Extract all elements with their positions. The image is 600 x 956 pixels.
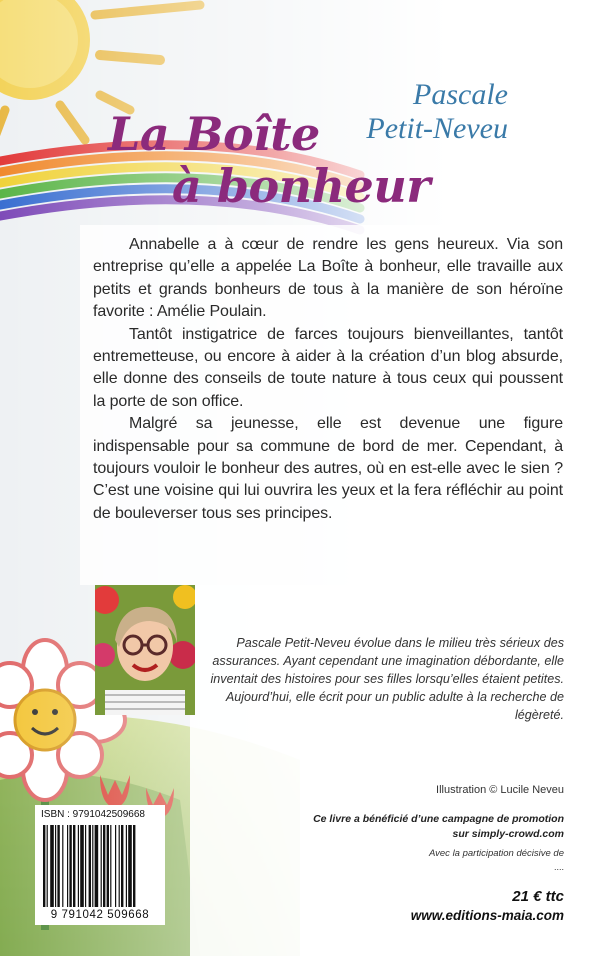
ean-digits: 9 791042 509668	[50, 909, 150, 921]
promo-line-1: Ce livre a bénéficié d’une campagne de promotion	[313, 813, 564, 825]
barcode-bar	[78, 825, 79, 907]
barcode-bar	[62, 825, 63, 907]
summary-paragraph: Malgré sa jeunesse, elle est devenue une figure indispensable pour sa commune de bord de mer. Cependant, à toujours vouloir le bonheur des autres, où en est-elle avec le sien ? C’est une voisine qui lui ouvrira les yeux et la fera réfléchir au point de bouleverser tous ses principes.	[93, 415, 563, 522]
summary-paragraph: Tantôt instigatrice de farces toujours bienveillantes, tantôt entremetteuse, ou encore à aider à la création d’un blog absurde, elle donne des conseils de toute nature à tous ceux qui poussent la porte de son office.	[93, 325, 563, 410]
barcode-bar	[50, 825, 54, 907]
barcode-bar	[92, 825, 93, 907]
barcode-bar	[119, 825, 120, 907]
barcode-bar	[110, 825, 111, 907]
barcode-bar	[57, 825, 59, 907]
price: 21 € ttc	[512, 888, 564, 905]
isbn-label: ISBN : 9791042509668	[41, 809, 145, 820]
barcode-bar	[103, 825, 105, 907]
barcode-bar	[47, 825, 48, 907]
barcode-bar	[55, 825, 56, 907]
barcode-bar	[89, 825, 91, 907]
barcode-bar	[115, 825, 116, 907]
barcode-bar	[133, 825, 135, 907]
participation-dots: ....	[553, 862, 564, 872]
barcode-bar	[101, 825, 102, 907]
barcode-bar	[126, 825, 127, 907]
participation-note: Avec la participation décisive de	[428, 848, 564, 859]
promo-note	[313, 812, 564, 842]
title-line-1: La Boîte	[108, 107, 320, 161]
barcode-bar	[43, 825, 45, 907]
author-last-name: Petit-Neveu	[366, 112, 508, 145]
author-photo	[95, 585, 195, 715]
book-title	[108, 108, 430, 212]
barcode-bar	[95, 825, 99, 907]
publisher-website: www.editions-maia.com	[410, 908, 564, 923]
barcode-bar	[80, 825, 84, 907]
promo-line-2: sur simply-crowd.com	[452, 828, 564, 840]
barcode-bar	[128, 825, 132, 907]
barcode-bar	[67, 825, 68, 907]
author-bio: Pascale Petit-Neveu évolue dans le milieu très sérieux des assurances. Ayant cependant une imagination débordante, elle inventait des histoires pour ses filles lorsqu’elles étaient petites. Aujourd’hui, elle écrit pour un public adulte à la recherche de légèreté.	[210, 636, 564, 722]
barcode-bar	[121, 825, 123, 907]
barcode-bar	[73, 825, 75, 907]
book-summary	[93, 234, 563, 525]
author-first-name: Pascale	[413, 78, 508, 111]
illustration-credit: Illustration © Lucile Neveu	[436, 784, 564, 796]
barcode-bar	[107, 825, 109, 907]
barcode-block	[35, 805, 165, 925]
summary-paragraph: Annabelle a à cœur de rendre les gens heureux. Via son entreprise qu’elle a appelée La Boîte à bonheur, elle travaille aux petits et grands bonheurs de tous à la manière de son héroïne favorite : Amélie Poulain.	[93, 236, 563, 321]
barcode-bar	[69, 825, 71, 907]
barcode	[35, 805, 165, 925]
barcode-bar	[85, 825, 86, 907]
title-line-2: à bonheur	[172, 159, 431, 213]
